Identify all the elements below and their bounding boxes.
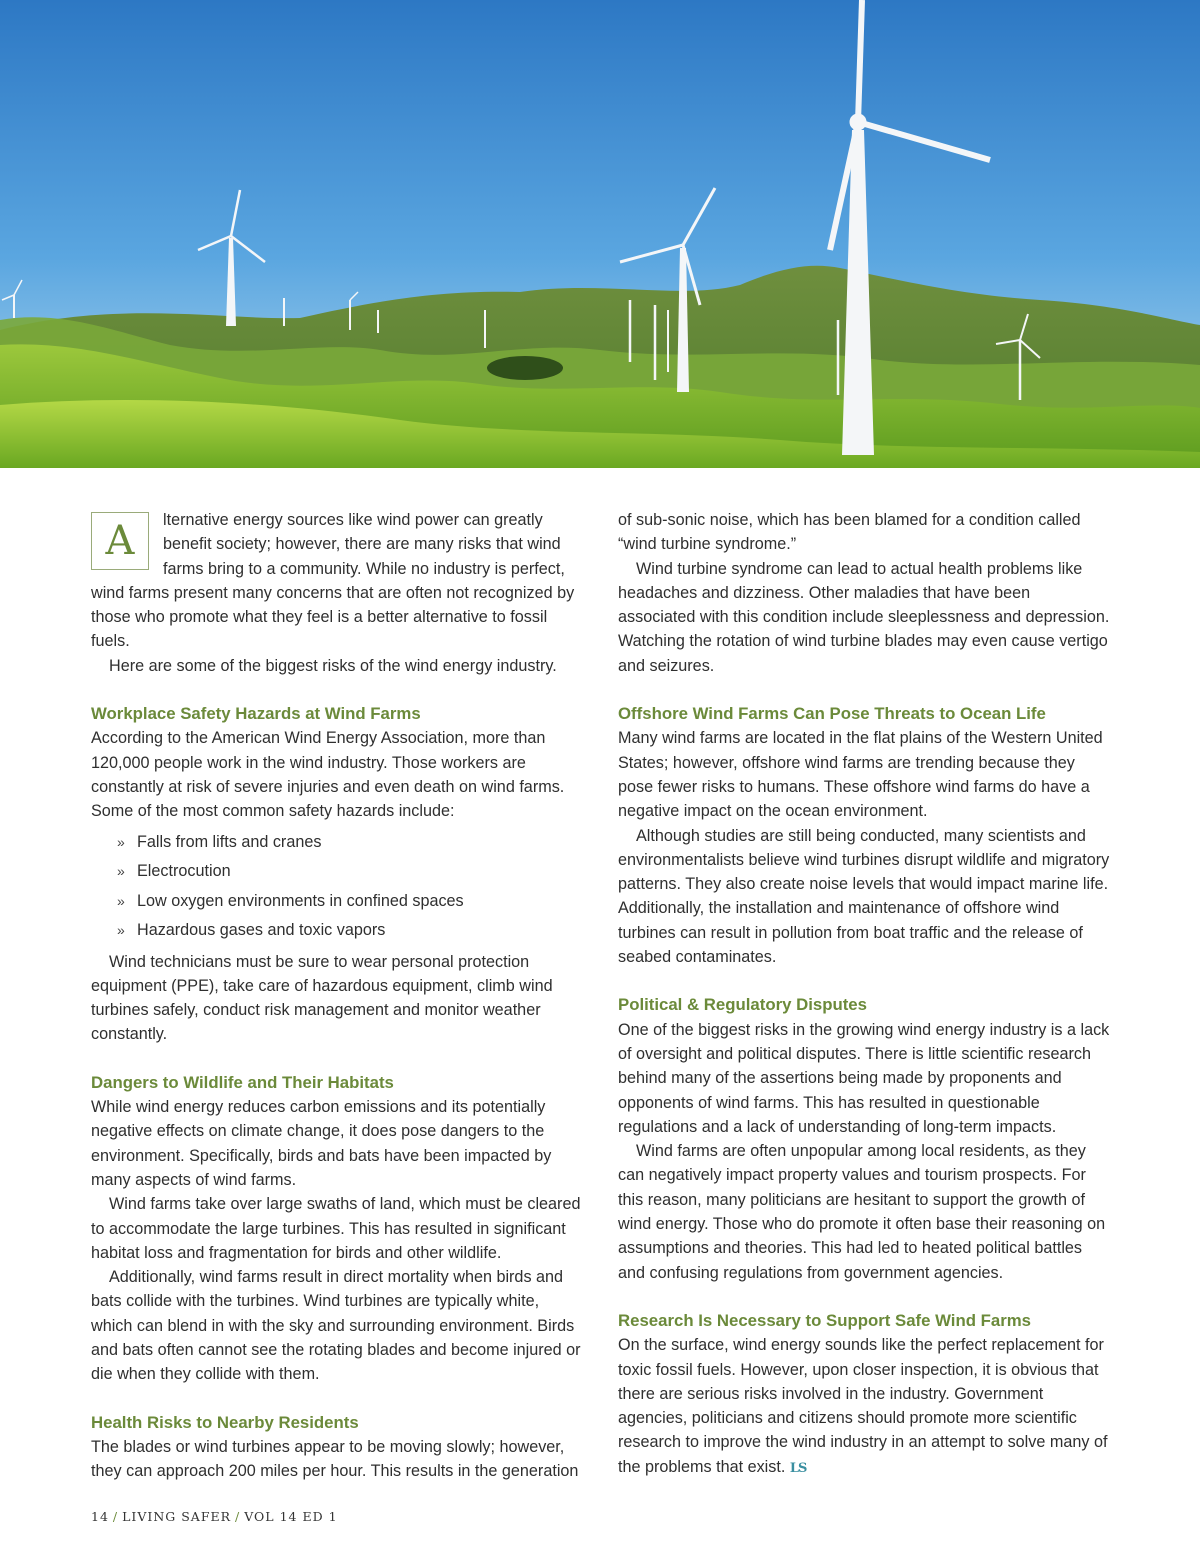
volume-info: VOL 14 ED 1	[244, 1509, 338, 1524]
drop-cap: A	[91, 512, 149, 570]
list-item: » Electrocution	[117, 862, 231, 881]
heading-offshore: Offshore Wind Farms Can Pose Threats to Ocean Life	[618, 704, 1046, 724]
intro-text: lternative energy sources like wind power can greatly benefit society; however, there are many risks that wind farms bring to a community. While no industry is perfect, wind farms present many concerns that are often not recognized by those who promote what they feel is a better alternative to fossil fuels.	[91, 511, 575, 651]
wildlife-paragraph-2: Wind farms take over large swaths of land, which must be cleared to accommodate the large turbines. This has resulted in significant habitat loss and fragmentation for birds and other wildlife.	[91, 1195, 581, 1262]
health-paragraph-1a: The blades or wind turbines appear to be moving slowly; however, they can approach 200 miles per hour. This results in the generation	[91, 1437, 579, 1481]
right-column	[618, 508, 1110, 1481]
publication-name: LIVING SAFER	[122, 1509, 232, 1524]
health-paragraph-2: Wind turbine syndrome can lead to actual health problems like headaches and dizziness. Other maladies that have been associated with this condition include sleeplessness and depression. Watching the rotation of wind turbine blades may even cause vertigo and seizures.	[618, 559, 1110, 675]
offshore-paragraph-2: Although studies are still being conducted, many scientists and environmentalists believe wind turbines disrupt wildlife and migratory patterns. They also create noise levels that would impact marine life. Additionally, the installation and maintenance of offshore wind turbines can result in pollution from boat traffic and the release of seabed contaminates.	[618, 826, 1110, 967]
health-paragraph-1b: of sub-sonic noise, which has been blamed for a condition called “wind turbine syndrome.”	[618, 511, 1081, 554]
hazards-list	[117, 828, 583, 946]
intro-paragraph	[91, 508, 583, 654]
page-number: 14	[91, 1509, 109, 1524]
heading-workplace-safety: Workplace Safety Hazards at Wind Farms	[91, 704, 421, 724]
end-mark-icon: LS	[789, 1460, 807, 1476]
footer-separator: /	[235, 1509, 241, 1524]
footer-separator: /	[112, 1509, 119, 1524]
left-column	[91, 508, 583, 1484]
hero-image	[0, 0, 1200, 468]
workplace-paragraph-1: According to the American Wind Energy Association, more than 120,000 people work in the wind industry. Those workers are constantly at risk of severe injuries and even death on wind farms. Some of the most common safety hazards include:	[91, 729, 565, 821]
political-paragraph-2: Wind farms are often unpopular among local residents, as they can negatively impact property values and tourism prospects. For this reason, many politicians are hesitant to support the growth of wind energy. Those who do promote it often base their reasoning on assumptions and theories. This had led to heated political battles and confusing regulations from government agencies.	[618, 1142, 1106, 1282]
list-item: » Hazardous gases and toxic vapors	[117, 921, 386, 940]
list-item: » Falls from lifts and cranes	[117, 832, 322, 851]
political-paragraph-1: One of the biggest risks in the growing wind energy industry is a lack of oversight and political disputes. There is little scientific research behind many of the assertions being made by proponents and opponents of wind farms. This has resulted in questionable regulations and a lack of understanding of long-term impacts.	[618, 1020, 1110, 1136]
workplace-paragraph-2: Wind technicians must be sure to wear personal protection equipment (PPE), take care of hazardous equipment, climb wind turbines safely, conduct risk management and monitor weather constantly.	[91, 952, 553, 1044]
wildlife-paragraph-3: Additionally, wind farms result in direct mortality when birds and bats collide with the turbines. Wind turbines are typically white, which can blend in with the sky and surrounding environment. Birds and bats often cannot see the rotating blades and become injured or die when they collide with them.	[91, 1268, 581, 1384]
intro-paragraph-2: Here are some of the biggest risks of the wind energy industry.	[109, 656, 557, 675]
offshore-paragraph-1: Many wind farms are located in the flat plains of the Western United States; however, offshore wind farms are trending because they pose fewer risks to humans. These offshore wind farms do have a negative impact on the ocean environment.	[618, 729, 1103, 821]
heading-wildlife: Dangers to Wildlife and Their Habitats	[91, 1072, 394, 1092]
page-footer	[91, 1509, 338, 1524]
wind-farm-illustration	[0, 0, 1200, 468]
research-paragraph-1: On the surface, wind energy sounds like the perfect replacement for toxic fossil fuels. However, upon closer inspection, it is obvious that there are serious risks involved in the industry. Government agencies, politicians and citizens should promote more scientific research to improve the wind industry in an attempt to solve many of the problems that exist. LS	[618, 1336, 1108, 1476]
heading-research: Research Is Necessary to Support Safe Wind Farms	[618, 1310, 1032, 1330]
heading-political: Political & Regulatory Disputes	[618, 995, 867, 1015]
list-item: » Low oxygen environments in confined spaces	[117, 891, 464, 910]
heading-health-risks: Health Risks to Nearby Residents	[91, 1412, 359, 1432]
wildlife-paragraph-1: While wind energy reduces carbon emissions and its potentially negative effects on climate change, it does pose dangers to the environment. Specifically, birds and bats have been impacted by many aspects of wind farms.	[91, 1098, 552, 1189]
